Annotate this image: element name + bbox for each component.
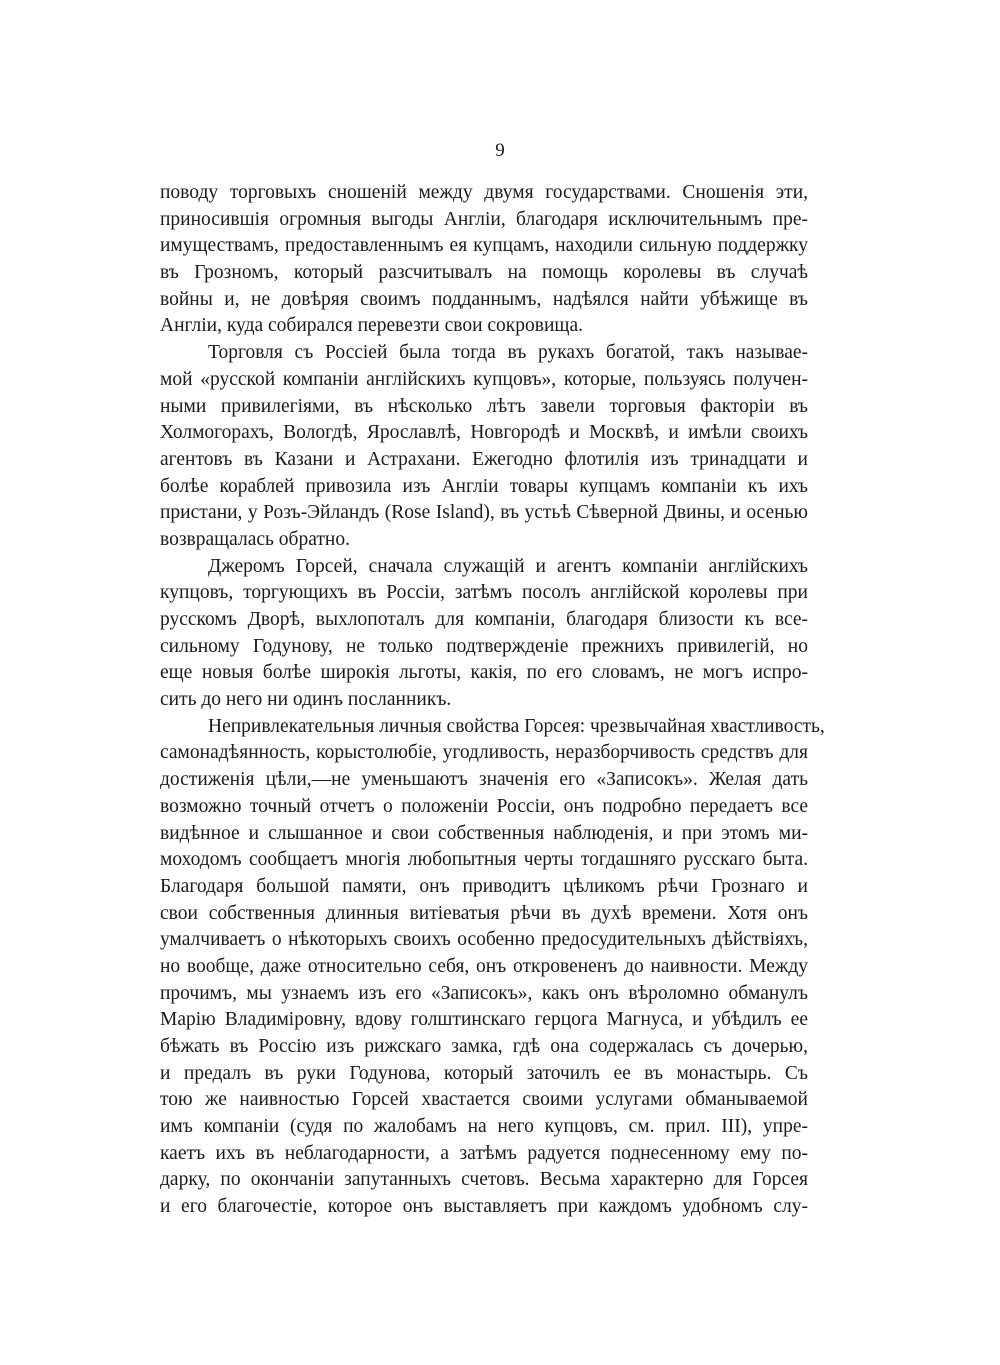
text-line: Англiи, куда собирался перевезти свои сокровища. [160, 315, 583, 337]
text-line: но вообще, даже относительно себя, онъ откровененъ до наивности. Между [160, 955, 808, 977]
paragraph-2 [160, 340, 808, 554]
text-line: свои собственныя длинныя витiеватыя рѣчи въ духѣ времени. Хотя онъ [160, 902, 808, 924]
text-line: мой «русской компанiи англiйскихъ купцовъ», которые, пользуясь получен- [160, 368, 808, 390]
text-line: агентовъ въ Казани и Астрахани. Ежегодно флотилiя изъ тринадцати и [160, 448, 808, 470]
text-line: достиженiя цѣли,—не уменьшаютъ значенiя его «Записокъ». Желая дать [160, 769, 808, 791]
body-text [160, 180, 825, 1221]
text-line: имъ компанiи (судя по жалобамъ на него купцовъ, см. прил. III), упре- [160, 1116, 808, 1138]
text-line: русскомъ Дворѣ, выхлопоталъ для компанiи, благодаря близости къ все- [160, 609, 808, 630]
text-line: тою же наивностью Горсей хвастается своими услугами обманываемой [160, 1089, 808, 1111]
text-line: въ Грозномъ, который разсчитывалъ на помощь королевы въ случаѣ [160, 262, 808, 284]
text-line: сильному Годунову, не только подтвержденiе прежнихъ привилегiй, но [160, 635, 808, 657]
text-line: возвращалась обратно. [160, 528, 350, 550]
text-line: и его благочестiе, которое онъ выставляетъ при каждомъ удобномъ слу- [160, 1196, 808, 1218]
text-line: самонадѣянность, корыстолюбiе, угодливость, неразборчивость средствъ для [160, 742, 808, 764]
text-line: Марiю Владимiровну, вдову голштинскаго герцога Магнуса, и убѣдилъ ее [160, 1009, 808, 1031]
text-line: пристани, у Розъ-Эйландъ (Rose Island), въ устьѣ Сѣверной Двины, и осенью [160, 502, 808, 524]
text-line: возможно точный отчетъ о положенiи Россiи, онъ подробно передаетъ все [160, 795, 808, 817]
text-line: прочимъ, мы узнаемъ изъ его «Записокъ», какъ онъ вѣроломно обманулъ [160, 982, 808, 1004]
text-line: приносившiя огромныя выгоды Англiи, благодаря исключительнымъ пре- [160, 208, 808, 230]
text-line: умалчиваетъ о нѣкоторыхъ своихъ особенно предосудительныхъ дѣйствiяхъ, [160, 929, 808, 951]
text-line: Непривлекательныя личныя свойства Горсея: чрезвычайная хвастливость, [208, 715, 825, 737]
text-line: купцовъ, торгующихъ въ Россiи, затѣмъ посолъ англiйской королевы при [160, 582, 808, 604]
text-line: моходомъ сообщаетъ многiя любопытныя черты тогдашняго русскаго быта. [160, 849, 808, 871]
text-line: поводу торговыхъ сношенiй между двумя государствами. Сношенiя эти, [160, 182, 808, 203]
text-line: и предалъ въ руки Годунова, который заточилъ ее въ монастырь. Съ [160, 1062, 808, 1084]
text-line: болѣе кораблей привозила изъ Англiи товары купцамъ компанiи къ ихъ [160, 475, 808, 497]
text-line: Холмогорахъ, Вологдѣ, Ярославлѣ, Новгородѣ и Москвѣ, и имѣли своихъ [160, 422, 808, 444]
text-line: каетъ ихъ въ неблагодарности, а затѣмъ радуется поднесенному ему по- [160, 1142, 808, 1164]
text-line: Благодаря большой памяти, онъ приводитъ цѣликомъ рѣчи Грознаго и [160, 875, 808, 897]
text-line: имуществамъ, предоставленнымъ ея купцамъ, находили сильную поддержку [160, 235, 808, 257]
paragraph-3 [160, 554, 808, 714]
text-line: еще новыя болѣе широкiя льготы, какiя, по его словамъ, не могъ испро- [160, 662, 808, 684]
text-line: бѣжать въ Россiю изъ рижскаго замка, гдѣ она содержалась съ дочерью, [160, 1036, 808, 1057]
text-line: видѣнное и слышанное и свои собственныя наблюденiя, и при этомъ ми- [160, 822, 808, 844]
text-line: Торговля съ Россiей была тогда въ рукахъ богатой, такъ называе- [208, 342, 808, 364]
text-line: сить до него ни одинъ посланникъ. [160, 689, 452, 711]
text-line: войны и, не довѣряя своимъ подданнымъ, надѣялся найти убѣжище въ [160, 288, 808, 310]
paragraph-1 [160, 180, 808, 340]
text-line: Джеромъ Горсей, сначала служащiй и агентъ компанiи англiйскихъ [208, 555, 808, 577]
paragraph-4 [160, 714, 825, 1221]
page-number: 9 [495, 140, 505, 161]
text-line: ными привилегiями, въ нѣсколько лѣтъ завели торговыя факторiи въ [160, 395, 808, 417]
text-line: дарку, по окончанiи запутанныхъ счетовъ. Весьма характерно для Горсея [160, 1169, 808, 1191]
